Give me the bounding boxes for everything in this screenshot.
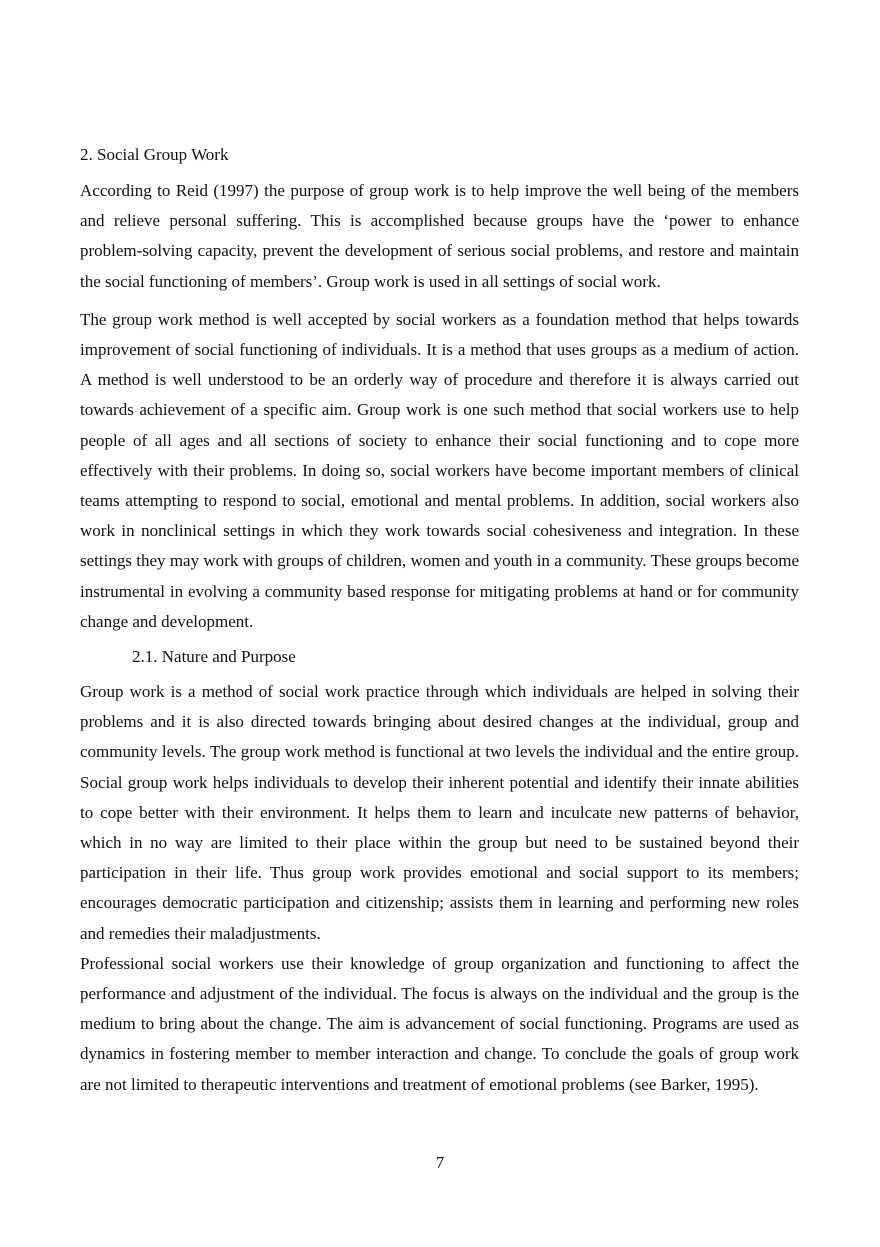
section-heading: 2. Social Group Work [80, 145, 229, 164]
paragraph-professional: Professional social workers use their knowledge of group organization and functioning to affect the performance and adjustment of the individual. The focus is always on the individual and the group is the medium to bring about the change. The aim is advancement of social functioning. Programs are used as dynamics in fostering member to member interaction and change. To conclude the goals of group work are not limited to therapeutic interventions and treatment of emotional problems (see Barker, 1995). [80, 953, 799, 1094]
subsection-heading: 2.1. Nature and Purpose [132, 647, 296, 667]
document-page [80, 143, 799, 1100]
paragraph-method: The group work method is well accepted by social workers as a foundation method that helps towards improvement of social functioning of individuals. It is a method that uses groups as a medium of action. A method is well understood to be an orderly way of procedure and therefore it is always carried out towards achievement of a specific aim. Group work is one such method that social workers use to help people of all ages and all sections of society to enhance their social functioning and to cope more effectively with their problems. In doing so, social workers have become important members of clinical teams attempting to respond to social, emotional and mental problems. In addition, social workers also work in nonclinical settings in which they work towards social cohesiveness and integration. In these settings they may work with groups of children, women and youth in a community. These groups become instrumental in evolving a community based response for mitigating problems at hand or for community change and development. [80, 309, 799, 631]
paragraph-nature: Group work is a method of social work practice through which individuals are helped in solving their problems and it is also directed towards bringing about desired changes at the individual, group and community levels. The group work method is functional at two levels the individual and the entire group. Social group work helps individuals to develop their inherent potential and identify their innate abilities to cope better with their environment. It helps them to learn and inculcate new patterns of behavior, which in no way are limited to their place within the group but need to be sustained beyond their participation in their life. Thus group work provides emotional and social support to its members; encourages democratic participation and citizenship; assists them in learning and performing new roles and remedies their maladjustments. [80, 682, 799, 943]
page-number: 7 [435, 1153, 445, 1172]
paragraph-purpose: According to Reid (1997) the purpose of group work is to help improve the well being of the members and relieve personal suffering. This is accomplished because groups have the ‘power to enhance problem-solving capacity, prevent the development of serious social problems, and restore and maintain the social functioning of members’. Group work is used in all settings of social work. [80, 181, 799, 291]
